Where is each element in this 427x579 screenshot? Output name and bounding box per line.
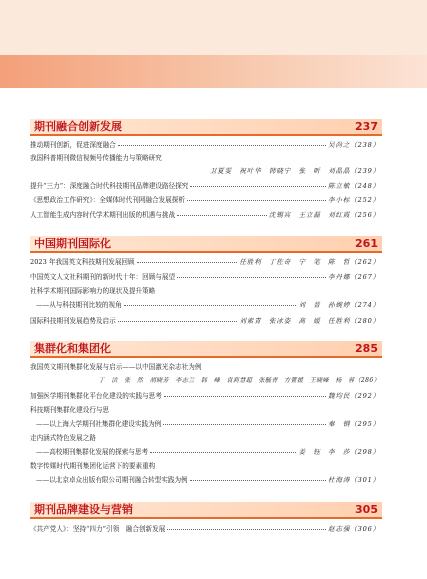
leader-dots	[150, 452, 296, 453]
leader-dots	[164, 396, 326, 397]
toc-entry-subtitle: ——从与科技期刊比较的视角	[36, 301, 122, 309]
toc-entry[interactable]	[30, 139, 380, 151]
section-title: 集群化和集团化	[34, 342, 111, 355]
section-page-number: 237	[355, 120, 378, 133]
toc-entry-authors: 沈锡宾 王立磊 刘红霞（256）	[268, 211, 380, 219]
toc-entry-title: 我国科普期刊微信视频号传播能力与策略研究	[30, 154, 162, 162]
leader-dots	[177, 215, 267, 216]
leader-dots	[137, 262, 237, 263]
toc-entry-title: 走内涵式特色发展之路	[30, 434, 96, 442]
toc-entry-authors: 姜 钰 李 莎（298）	[298, 448, 380, 456]
section-page-number: 285	[355, 342, 378, 355]
leader-dots	[118, 145, 326, 146]
toc-entry-continuation[interactable]	[30, 299, 380, 311]
header-orange-band	[0, 55, 427, 88]
toc-entry[interactable]	[30, 271, 380, 283]
toc-entry[interactable]	[30, 285, 380, 297]
toc-entry[interactable]	[30, 180, 380, 192]
toc-entry-title: 提升“三力”：深度融合时代科技期刊品牌建设路径探究	[30, 182, 189, 190]
toc-entry-title: 《思想政治工作研究》：全媒体时代刊网融合发展探析	[30, 196, 185, 204]
toc-entry-authors: 李丹娜（267）	[328, 273, 380, 281]
toc-entry-authors: 李小标（252）	[328, 196, 380, 204]
toc-entry-authors: 丁 洁 张 然 胡晓芳 李志兰 韩 峰 袁莉慧超 张毓青 方萱媛 王晓峰 杨 蓉（286）	[98, 377, 380, 384]
section-title: 期刊融合创新发展	[34, 120, 122, 133]
toc-entry[interactable]	[30, 523, 380, 535]
toc-entry-title: 国际科技期刊发展趋势及启示	[30, 317, 116, 325]
leader-dots	[190, 480, 326, 481]
toc-entry-title: 我国英文期刊集群化发展与启示——以中国激光杂志社为例	[30, 363, 202, 371]
leader-dots	[167, 529, 326, 530]
toc-entry-title: 加强医学期刊集群化平台化建设的实践与思考	[30, 392, 162, 400]
toc-entry-continuation[interactable]	[30, 418, 380, 430]
section-page-number: 305	[355, 503, 378, 516]
leader-dots	[177, 277, 326, 278]
leader-dots	[118, 321, 237, 322]
toc-entry-title: 推动期刊创新，促进深度融合	[30, 141, 116, 149]
section-header	[30, 502, 382, 519]
header-top-band	[0, 0, 427, 55]
toc-entry-authors: 魏均民（292）	[328, 392, 380, 400]
section-header	[30, 236, 382, 253]
toc-entry-title: 数字传媒时代期刊集团化运营下的要素重构	[30, 462, 156, 470]
toc-entry-continuation[interactable]	[30, 165, 380, 177]
toc-entry-authors: 任胜利 丁佐奇 宁 笔 陈 哲（262）	[239, 258, 380, 266]
toc-entry-authors: 杜海涛（301）	[328, 476, 380, 484]
toc-entry-continuation[interactable]	[30, 375, 380, 387]
toc-entry-title: 2023 年我国英文科技期刊发展回顾	[30, 258, 135, 266]
toc-entry[interactable]	[30, 194, 380, 206]
leader-dots	[190, 186, 326, 187]
leader-dots	[124, 305, 296, 306]
toc-entry-subtitle: ——高校期刊集群化发展的探索与思考	[36, 448, 149, 456]
toc-entry-continuation[interactable]	[30, 446, 380, 458]
toc-entry-authors: 刘 普 孙婉婷（274）	[298, 301, 380, 309]
leader-dots	[187, 200, 326, 201]
toc-entry-subtitle: ——以上海大学期刊社集群化建设实践为例	[36, 420, 162, 428]
toc-entry[interactable]	[30, 390, 380, 402]
toc-entry[interactable]	[30, 460, 380, 472]
section-title: 期刊品牌建设与营销	[34, 503, 133, 516]
toc-entry-title: 社科学术期刊国际影响力的现状及提升策略	[30, 287, 156, 295]
section-title: 中国期刊国际化	[34, 237, 111, 250]
toc-entry-subtitle: ——以北京卓众出版有限公司期刊融合转型实践为例	[36, 476, 188, 484]
section-page-number: 261	[355, 237, 378, 250]
toc-entry[interactable]	[30, 404, 380, 416]
toc-entry-authors: 卫夏雯 祝叶华 韩晓宁 张 昕 刘晶晶（239）	[209, 167, 380, 175]
section-header	[30, 341, 382, 358]
toc-entry-authors: 吴尚之（238）	[328, 141, 380, 149]
toc-entry-authors: 刘素青 张冰姿 高 媛 任胜利（280）	[239, 317, 380, 325]
toc-entry[interactable]	[30, 315, 380, 327]
toc-entry-title: 人工智能生成内容时代学术期刊出版的机遇与挑战	[30, 211, 176, 219]
toc-entry-authors: 秦 钢（295）	[328, 420, 380, 428]
toc-entry[interactable]	[30, 209, 380, 221]
toc-entry-authors: 陈立敏（248）	[328, 182, 380, 190]
toc-entry-title: 中国英文人文社科期刊的新时代十年：回顾与展望	[30, 273, 176, 281]
toc-entry-title: 科技期刊集群化建设行与思	[30, 406, 110, 414]
section-header	[30, 119, 382, 136]
toc-entry[interactable]	[30, 152, 380, 164]
leader-dots	[163, 424, 326, 425]
toc-entry[interactable]	[30, 432, 380, 444]
toc-entry-authors: 赵志强（306）	[328, 525, 380, 533]
toc-entry[interactable]	[30, 361, 380, 373]
toc-entry-title: 《共产党人》：坚持“四力”引领 融合创新发展	[30, 525, 166, 533]
toc-entry[interactable]	[30, 256, 380, 268]
toc-entry-continuation[interactable]	[30, 474, 380, 486]
